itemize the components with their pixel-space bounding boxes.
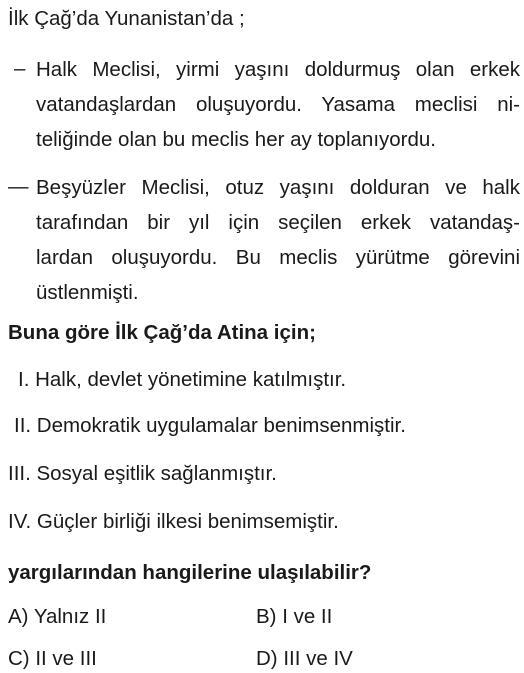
paragraph-line: Halk Meclisi, yirmi yaşını doldurmuş olan erkek bbox=[36, 58, 520, 81]
paragraph-besyuzler-meclisi bbox=[36, 170, 520, 310]
paragraph-line: vatandaşlardan oluşuyordu. Yasama meclisi ni- bbox=[36, 93, 520, 116]
statement-i: I. Halk, devlet yönetimine katılmıştır. bbox=[18, 368, 347, 391]
option-c[interactable]: C) II ve III bbox=[8, 647, 97, 670]
option-b[interactable]: B) I ve II bbox=[256, 605, 333, 628]
question-lead: Buna göre İlk Çağ’da Atina için; bbox=[8, 321, 316, 344]
paragraph-line: lardan oluşuyordu. Bu meclis yürütme görevini bbox=[36, 246, 520, 269]
dash-marker: — bbox=[8, 175, 29, 198]
intro-text: İlk Çağ’da Yunanistan’da ; bbox=[8, 7, 245, 30]
dash-marker: – bbox=[14, 57, 26, 80]
paragraph-line: Beşyüzler Meclisi, otuz yaşını dolduran ve halk bbox=[36, 176, 520, 199]
statement-iii: III. Sosyal eşitlik sağlanmıştır. bbox=[8, 462, 277, 485]
paragraph-line: tarafından bir yıl için seçilen erkek vatandaş- bbox=[36, 211, 520, 234]
paragraph-line: teliğinde olan bu meclis her ay toplanıyordu. bbox=[36, 128, 436, 151]
paragraph-halk-meclisi bbox=[36, 52, 520, 157]
statement-ii: II. Demokratik uygulamalar benimsenmiştir. bbox=[14, 414, 406, 437]
option-d[interactable]: D) III ve IV bbox=[256, 647, 353, 670]
option-a[interactable]: A) Yalnız II bbox=[8, 605, 107, 628]
statement-iv: IV. Güçler birliği ilkesi benimsemiştir. bbox=[8, 510, 339, 533]
question-tail: yargılarından hangilerine ulaşılabilir? bbox=[8, 561, 372, 584]
paragraph-line: üstlenmişti. bbox=[36, 281, 139, 304]
